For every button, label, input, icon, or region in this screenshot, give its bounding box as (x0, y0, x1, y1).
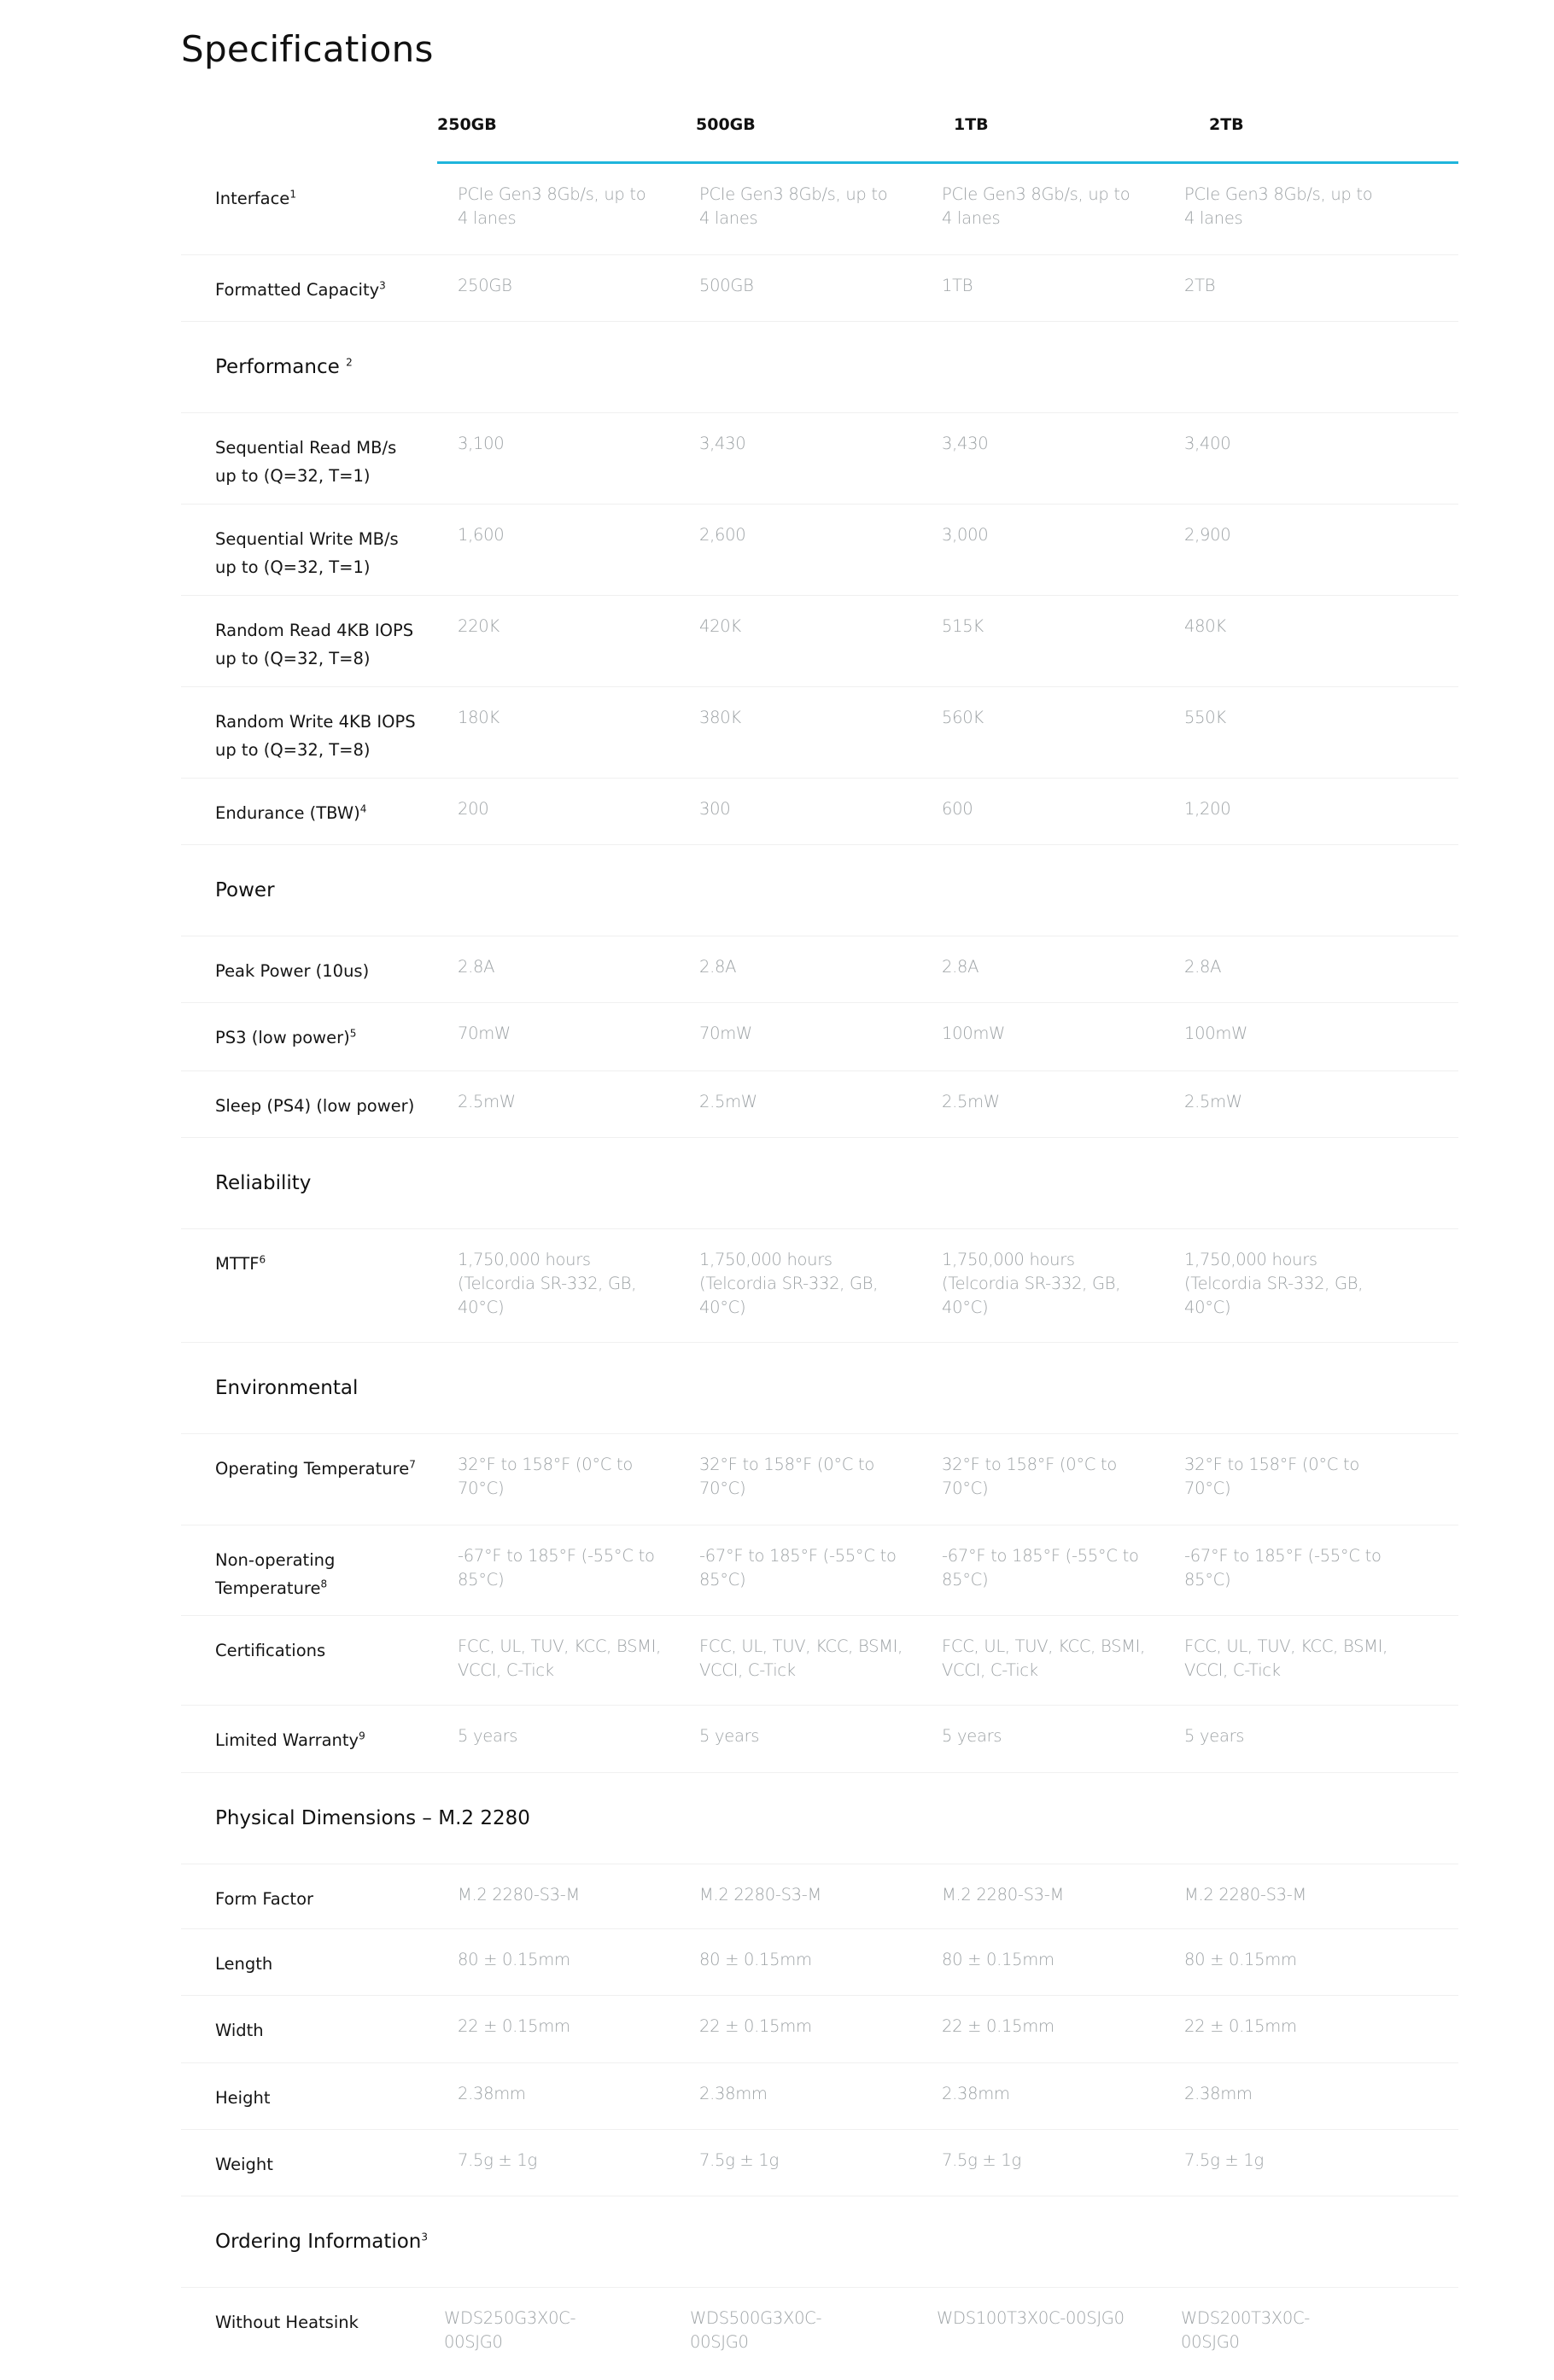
spec-value-line: 32°F to 158°F (0°C to (1184, 1455, 1359, 1474)
section-title (215, 1804, 530, 1833)
spec-value-250gb (458, 1248, 697, 1320)
spec-value-2tb (1184, 2149, 1423, 2173)
spec-value-line: 1TB (942, 276, 973, 295)
spec-value-line: M.2 2280-S3-M (1184, 1885, 1307, 1905)
spec-label (215, 1636, 437, 1665)
section-reliability (181, 1138, 1458, 1229)
spec-value-line: 4 lanes (1184, 208, 1243, 228)
spec-value-line: 2.38mm (942, 2084, 1010, 2103)
spec-label-line: up to (Q=32, T=1) (215, 557, 371, 577)
spec-label-line: Temperature (215, 1578, 321, 1598)
spec-value-line: VCCI, C-Tick (458, 1660, 554, 1680)
column-header-1tb: 1TB (954, 115, 989, 134)
spec-label-text: Formatted Capacity (215, 280, 380, 300)
spec-value-250gb (458, 274, 697, 298)
spec-value-line: 2.38mm (1184, 2084, 1253, 2103)
footnote-marker: 9 (359, 1730, 365, 1742)
spec-value-line: 2.5mW (1184, 1092, 1242, 1111)
spec-value-500gb (699, 432, 938, 456)
spec-value-250gb (458, 1948, 697, 1972)
section-title (215, 1374, 358, 1403)
spec-value-2tb (1184, 1090, 1423, 1114)
spec-value-line: M.2 2280-S3-M (458, 1885, 581, 1905)
spec-value-line: 70°C) (1184, 1479, 1231, 1498)
spec-value-250gb (458, 1022, 697, 1046)
spec-value-line: 560K (942, 708, 984, 727)
spec-value-500gb (699, 2082, 938, 2106)
spec-label (215, 525, 437, 581)
spec-row-random-read (181, 596, 1458, 687)
spec-value-line: 7.5g ± 1g (699, 2150, 779, 2170)
spec-value-500gb (699, 1544, 938, 1592)
spec-value-1tb (942, 1022, 1181, 1046)
spec-value-1tb (942, 432, 1181, 456)
spec-value-line: 70mW (458, 1024, 511, 1043)
spec-value-500gb (699, 2015, 938, 2039)
spec-label (215, 708, 437, 764)
spec-value-250gb (458, 1090, 697, 1114)
spec-value-1tb (942, 2149, 1181, 2173)
spec-label-text: Limited Warranty (215, 1730, 359, 1750)
spec-label-text: Interface (215, 189, 290, 208)
column-header-250gb: 250GB (437, 115, 497, 134)
spec-label-text: Endurance (TBW) (215, 803, 360, 823)
spec-row-formatted-capacity (181, 255, 1458, 322)
spec-value-line: FCC, UL, TUV, KCC, BSMI, (699, 1636, 903, 1656)
spec-value-500gb (699, 523, 938, 547)
spec-value-2tb (1184, 1022, 1423, 1046)
footnote-marker: 7 (409, 1458, 416, 1471)
footnote-marker: 2 (346, 356, 353, 369)
footnote-marker: 8 (320, 1578, 328, 1590)
spec-label (215, 1092, 437, 1120)
spec-value-line: PCIe Gen3 8Gb/s, up to (458, 184, 646, 204)
spec-value-line: 70°C) (458, 1479, 505, 1498)
spec-value-2tb (1184, 1453, 1423, 1501)
spec-label (215, 616, 437, 673)
spec-row-ps3 (181, 1003, 1458, 1071)
spec-value-1tb (942, 706, 1181, 730)
spec-value-500gb (699, 1248, 938, 1320)
spec-value-1tb (942, 797, 1181, 821)
spec-value-1tb (942, 955, 1181, 979)
section-title-text: Physical Dimensions – M.2 2280 (215, 1807, 530, 1829)
spec-value-line: 3,430 (942, 434, 989, 453)
spec-value-line: 2.8A (942, 957, 979, 977)
spec-label (215, 2016, 437, 2045)
spec-value-250gb (458, 955, 697, 979)
spec-row-sleep (181, 1071, 1458, 1138)
spec-value-line: 550K (1184, 708, 1226, 727)
section-ordering-information (181, 2196, 1458, 2288)
spec-value-line: 40°C) (1184, 1298, 1231, 1317)
spec-value-1tb (942, 1453, 1181, 1501)
spec-label-text: Weight (215, 2155, 273, 2174)
footnote-marker: 3 (379, 279, 386, 292)
section-title (215, 876, 275, 905)
spec-value-line: 2,900 (1184, 525, 1231, 545)
spec-value-line: 3,430 (699, 434, 746, 453)
spec-label-line: up to (Q=32, T=8) (215, 740, 371, 760)
spec-value-500gb (699, 706, 938, 730)
spec-value-2tb (1184, 2015, 1423, 2039)
spec-value-line: 2.5mW (458, 1092, 516, 1111)
spec-label (215, 1024, 437, 1052)
spec-value-1tb (942, 1883, 1181, 1907)
spec-label-line: Sequential Read MB/s (215, 438, 397, 458)
spec-value-line: M.2 2280-S3-M (942, 1885, 1065, 1905)
spec-value-line: 80 ± 0.15mm (1184, 1950, 1297, 1969)
section-power (181, 845, 1458, 936)
spec-value-250gb (458, 432, 697, 456)
table-header (181, 0, 1458, 164)
spec-value-line: VCCI, C-Tick (1184, 1660, 1281, 1680)
spec-row-mttf (181, 1229, 1458, 1343)
spec-value-line: 4 lanes (458, 208, 517, 228)
spec-value-1tb (942, 1544, 1181, 1592)
section-title (215, 2227, 428, 2256)
spec-value-line: 4 lanes (699, 208, 758, 228)
spec-value-line: 00SJG0 (444, 2332, 503, 2352)
spec-label (215, 799, 437, 827)
footnote-marker: 3 (421, 2231, 429, 2243)
spec-value-250gb (458, 797, 697, 821)
spec-value-line: PCIe Gen3 8Gb/s, up to (1184, 184, 1373, 204)
spec-value-2tb (1184, 1883, 1423, 1907)
spec-value-250gb (444, 2307, 683, 2354)
spec-label-line: Non-operating (215, 1550, 336, 1570)
spec-value-500gb (699, 183, 938, 230)
spec-value-line: (Telcordia SR-332, GB, (699, 1274, 879, 1293)
spec-label (215, 1726, 437, 1754)
section-title-text: Performance (215, 356, 347, 378)
spec-value-2tb (1181, 2307, 1420, 2354)
spec-value-250gb (458, 1724, 697, 1748)
spec-value-line: 300 (699, 799, 731, 819)
spec-value-line: 22 ± 0.15mm (942, 2016, 1054, 2036)
spec-value-250gb (458, 2082, 697, 2106)
spec-value-line: 1,750,000 hours (1184, 1250, 1317, 1269)
spec-row-non-operating-temperature (181, 1525, 1458, 1616)
spec-value-line: 7.5g ± 1g (1184, 2150, 1264, 2170)
spec-value-250gb (458, 1635, 697, 1683)
spec-label (215, 1250, 437, 1278)
spec-value-line: WDS250G3X0C- (444, 2308, 576, 2328)
spec-value-1tb (942, 2082, 1181, 2106)
spec-value-1tb (942, 183, 1181, 230)
column-header-2tb: 2TB (1209, 115, 1244, 134)
spec-row-sequential-write (181, 505, 1458, 596)
spec-value-500gb (699, 1022, 938, 1046)
spec-value-line: 1,750,000 hours (458, 1250, 591, 1269)
spec-value-line: 2.8A (699, 957, 737, 977)
spec-value-500gb (690, 2307, 929, 2354)
spec-value-2tb (1184, 523, 1423, 547)
section-environmental (181, 1343, 1458, 1434)
spec-value-line: FCC, UL, TUV, KCC, BSMI, (942, 1636, 1146, 1656)
spec-value-line: 70°C) (942, 1479, 989, 1498)
spec-value-line: 40°C) (699, 1298, 746, 1317)
spec-value-line: 2.8A (1184, 957, 1222, 977)
spec-value-1tb (942, 1948, 1181, 1972)
spec-value-500gb (699, 797, 938, 821)
spec-label-line: up to (Q=32, T=1) (215, 466, 371, 486)
spec-value-1tb (942, 1724, 1181, 1748)
spec-value-line: WDS500G3X0C- (690, 2308, 822, 2328)
spec-label-text: Peak Power (10us) (215, 961, 370, 981)
spec-value-line: 4 lanes (942, 208, 1001, 228)
spec-value-1tb (942, 615, 1181, 639)
specifications-table (181, 0, 1458, 2379)
spec-label-line: Random Write 4KB IOPS (215, 712, 416, 732)
spec-value-250gb (458, 706, 697, 730)
spec-value-line: (Telcordia SR-332, GB, (458, 1274, 637, 1293)
spec-value-500gb (699, 1090, 938, 1114)
spec-label-text: Width (215, 2021, 264, 2040)
spec-value-line: 80 ± 0.15mm (699, 1950, 812, 1969)
spec-value-line: 3,000 (942, 525, 989, 545)
spec-value-line: (Telcordia SR-332, GB, (1184, 1274, 1364, 1293)
spec-value-line: 85°C) (699, 1570, 746, 1590)
spec-row-interface (181, 164, 1458, 255)
spec-row-without-heatsink (181, 2288, 1458, 2379)
spec-label-text: Operating Temperature (215, 1459, 410, 1479)
spec-value-250gb (458, 523, 697, 547)
spec-value-500gb (699, 955, 938, 979)
spec-value-line: 00SJG0 (690, 2332, 749, 2352)
spec-row-weight (181, 2130, 1458, 2196)
spec-value-500gb (699, 615, 938, 639)
spec-value-2tb (1184, 706, 1423, 730)
spec-value-1tb (942, 1635, 1181, 1683)
section-performance (181, 322, 1458, 413)
spec-value-2tb (1184, 615, 1423, 639)
spec-value-line: VCCI, C-Tick (942, 1660, 1038, 1680)
spec-label (215, 1885, 437, 1913)
spec-value-1tb (942, 274, 1181, 298)
spec-value-2tb (1184, 797, 1423, 821)
spec-value-line: 2.8A (458, 957, 495, 977)
spec-value-line: PCIe Gen3 8Gb/s, up to (699, 184, 888, 204)
spec-label-text: Length (215, 1954, 273, 1974)
spec-value-2tb (1184, 274, 1423, 298)
spec-label (215, 184, 437, 213)
spec-label (215, 434, 437, 490)
spec-value-1tb (942, 523, 1181, 547)
spec-value-250gb (458, 615, 697, 639)
spec-value-line: 420K (699, 616, 741, 636)
spec-value-line: 100mW (1184, 1024, 1247, 1043)
spec-row-random-write (181, 687, 1458, 779)
spec-value-250gb (458, 2149, 697, 2173)
spec-value-line: 22 ± 0.15mm (458, 2016, 570, 2036)
spec-value-2tb (1184, 183, 1423, 230)
spec-value-2tb (1184, 1635, 1423, 1683)
spec-value-line: 7.5g ± 1g (942, 2150, 1021, 2170)
spec-row-length (181, 1929, 1458, 1996)
spec-label-text: Without Heatsink (215, 2313, 359, 2332)
footnote-marker: 1 (289, 188, 296, 201)
spec-value-line: -67°F to 185°F (-55°C to (699, 1546, 897, 1566)
spec-value-line: FCC, UL, TUV, KCC, BSMI, (1184, 1636, 1388, 1656)
spec-value-line: FCC, UL, TUV, KCC, BSMI, (458, 1636, 662, 1656)
spec-value-line: 220K (458, 616, 500, 636)
spec-value-500gb (699, 1883, 938, 1907)
spec-value-line: 2TB (1184, 276, 1216, 295)
spec-value-line: 70mW (699, 1024, 752, 1043)
spec-label-line: Sequential Write MB/s (215, 529, 399, 549)
spec-value-line: 40°C) (458, 1298, 505, 1317)
spec-value-1tb (937, 2307, 1176, 2330)
spec-value-line: 00SJG0 (1181, 2332, 1240, 2352)
spec-label-text: MTTF (215, 1254, 260, 1274)
spec-value-line: 85°C) (942, 1570, 989, 1590)
spec-label (215, 2150, 437, 2179)
spec-value-500gb (699, 2149, 938, 2173)
spec-value-250gb (458, 183, 697, 230)
spec-value-line: 85°C) (1184, 1570, 1231, 1590)
spec-label (215, 2084, 437, 2112)
spec-label (215, 1546, 437, 1602)
spec-label-text: Form Factor (215, 1889, 314, 1909)
spec-value-250gb (458, 1544, 697, 1592)
spec-label (215, 1455, 437, 1483)
spec-value-line: M.2 2280-S3-M (699, 1885, 822, 1905)
section-title (215, 1169, 311, 1198)
spec-value-250gb (458, 2015, 697, 2039)
spec-label (215, 2308, 437, 2336)
section-title-text: Power (215, 879, 275, 901)
spec-value-line: 1,600 (458, 525, 505, 545)
spec-value-line: 515K (942, 616, 984, 636)
spec-value-250gb (458, 1453, 697, 1501)
spec-value-line: 2.5mW (699, 1092, 757, 1111)
spec-value-line: 100mW (942, 1024, 1005, 1043)
footnote-marker: 4 (359, 802, 367, 815)
spec-value-2tb (1184, 1544, 1423, 1592)
spec-value-line: 40°C) (942, 1298, 989, 1317)
footnote-marker: 6 (259, 1253, 266, 1266)
spec-value-line: 500GB (699, 276, 754, 295)
section-title-text: Ordering Information (215, 2231, 422, 2253)
column-header-500gb: 500GB (696, 115, 756, 134)
spec-value-500gb (699, 274, 938, 298)
spec-value-line: 22 ± 0.15mm (699, 2016, 812, 2036)
section-title-text: Reliability (215, 1172, 312, 1194)
spec-value-1tb (942, 2015, 1181, 2039)
spec-value-500gb (699, 1453, 938, 1501)
spec-value-line: 80 ± 0.15mm (942, 1950, 1054, 1969)
spec-row-sequential-read (181, 413, 1458, 505)
spec-value-line: VCCI, C-Tick (699, 1660, 796, 1680)
spec-label-text: Height (215, 2088, 271, 2108)
spec-row-limited-warranty (181, 1706, 1458, 1773)
spec-value-line: 1,750,000 hours (942, 1250, 1075, 1269)
spec-value-line: (Telcordia SR-332, GB, (942, 1274, 1121, 1293)
spec-value-line: 2,600 (699, 525, 746, 545)
spec-value-2tb (1184, 432, 1423, 456)
spec-value-line: 480K (1184, 616, 1226, 636)
spec-value-line: 32°F to 158°F (0°C to (458, 1455, 633, 1474)
spec-row-operating-temperature (181, 1434, 1458, 1525)
spec-value-line: 32°F to 158°F (0°C to (942, 1455, 1117, 1474)
spec-label-line: Random Read 4KB IOPS (215, 621, 414, 640)
spec-value-line: WDS100T3X0C-00SJG0 (937, 2308, 1125, 2328)
footnote-marker: 5 (349, 1027, 357, 1040)
spec-value-line: WDS200T3X0C- (1181, 2308, 1311, 2328)
spec-value-line: 85°C) (458, 1570, 505, 1590)
section-physical-dimensions (181, 1773, 1458, 1864)
spec-label (215, 957, 437, 985)
spec-value-500gb (699, 1724, 938, 1748)
section-title-text: Environmental (215, 1377, 359, 1399)
spec-value-line: 600 (942, 799, 973, 819)
spec-value-line: 1,750,000 hours (699, 1250, 832, 1269)
spec-value-line: 80 ± 0.15mm (458, 1950, 570, 1969)
spec-value-1tb (942, 1248, 1181, 1320)
spec-value-line: 200 (458, 799, 489, 819)
spec-label-line: up to (Q=32, T=8) (215, 649, 371, 668)
spec-value-2tb (1184, 1248, 1423, 1320)
spec-value-line: 3,100 (458, 434, 505, 453)
spec-value-line: -67°F to 185°F (-55°C to (942, 1546, 1139, 1566)
spec-row-height (181, 2063, 1458, 2130)
spec-value-2tb (1184, 1948, 1423, 1972)
spec-value-line: 2.38mm (699, 2084, 768, 2103)
spec-row-width (181, 1996, 1458, 2063)
spec-value-line: -67°F to 185°F (-55°C to (458, 1546, 655, 1566)
spec-value-line: -67°F to 185°F (-55°C to (1184, 1546, 1382, 1566)
spec-value-line: 380K (699, 708, 741, 727)
spec-label-text: Sleep (PS4) (low power) (215, 1096, 415, 1116)
spec-value-line: 2.38mm (458, 2084, 526, 2103)
spec-value-line: 5 years (458, 1726, 518, 1746)
spec-value-line: PCIe Gen3 8Gb/s, up to (942, 184, 1130, 204)
spec-value-line: 22 ± 0.15mm (1184, 2016, 1297, 2036)
spec-value-1tb (942, 1090, 1181, 1114)
spec-value-line: 250GB (458, 276, 512, 295)
spec-row-peak-power (181, 936, 1458, 1003)
spec-value-line: 180K (458, 708, 500, 727)
spec-row-endurance (181, 779, 1458, 845)
spec-label (215, 276, 437, 304)
spec-label (215, 1950, 437, 1978)
spec-value-line: 70°C) (699, 1479, 746, 1498)
spec-value-250gb (458, 1883, 697, 1907)
spec-row-certifications (181, 1616, 1458, 1706)
spec-value-2tb (1184, 1724, 1423, 1748)
spec-value-line: 3,400 (1184, 434, 1231, 453)
spec-value-line: 5 years (1184, 1726, 1245, 1746)
section-title (215, 353, 353, 382)
spec-value-line: 2.5mW (942, 1092, 1000, 1111)
spec-value-500gb (699, 1635, 938, 1683)
spec-label-text: Certifications (215, 1641, 326, 1660)
spec-value-line: 5 years (942, 1726, 1002, 1746)
spec-label-text: PS3 (low power) (215, 1028, 350, 1047)
spec-value-line: 7.5g ± 1g (458, 2150, 537, 2170)
spec-value-line: 1,200 (1184, 799, 1231, 819)
spec-value-line: 5 years (699, 1726, 760, 1746)
spec-value-line: 32°F to 158°F (0°C to (699, 1455, 874, 1474)
page-title: Specifications (181, 28, 434, 70)
spec-row-form-factor (181, 1864, 1458, 1929)
spec-value-2tb (1184, 2082, 1423, 2106)
spec-value-2tb (1184, 955, 1423, 979)
spec-value-500gb (699, 1948, 938, 1972)
